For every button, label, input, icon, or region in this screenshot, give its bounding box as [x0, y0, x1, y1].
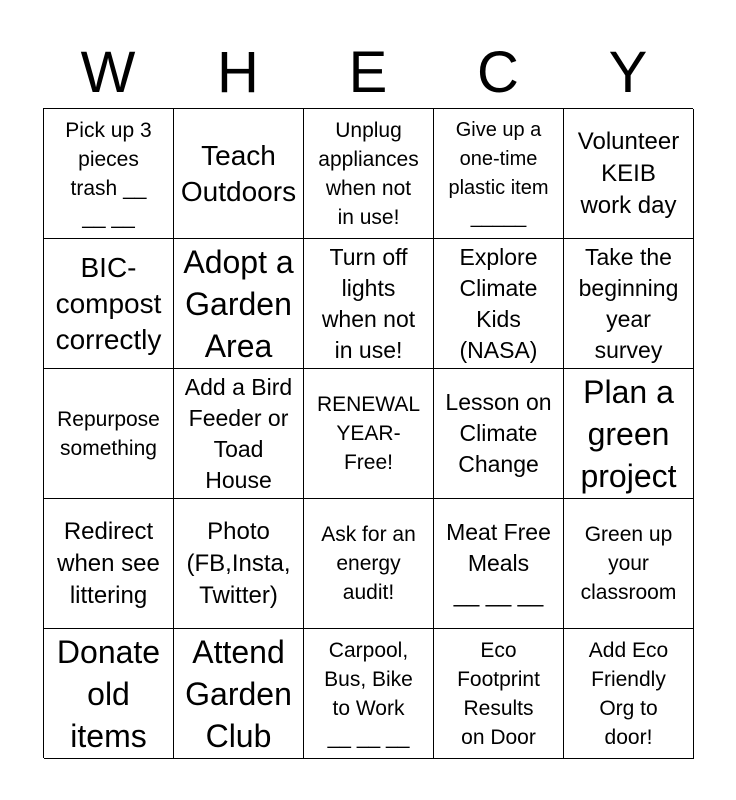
bingo-cell-r2-c1[interactable]	[44, 239, 174, 369]
bingo-cell-r4-c5[interactable]	[564, 499, 694, 629]
bingo-cell-text: Teach Outdoors	[180, 139, 297, 207]
bingo-cell-r3-c3[interactable]	[304, 369, 434, 499]
bingo-cell-text: Eco Footprint Results on Door	[457, 638, 540, 749]
bingo-cell-text: Turn off lights when not in use!	[321, 243, 416, 363]
bingo-cell-text: Volunteer KEIB work day	[577, 127, 680, 219]
bingo-cell-text: Plan a green project	[580, 373, 677, 494]
bingo-cell-r5-c4[interactable]	[434, 629, 564, 759]
bingo-cell-text: Lesson on Climate Change	[445, 389, 552, 477]
bingo-cell-r3-c5[interactable]	[564, 369, 694, 499]
bingo-cell-text: Adopt a Garden Area	[183, 243, 294, 364]
bingo-cell-r1-c1[interactable]	[44, 109, 174, 239]
header-letter-c: C	[477, 40, 519, 105]
bingo-cell-text: Unplug appliances when not in use!	[318, 118, 419, 229]
bingo-cell-r3-c1[interactable]	[44, 369, 174, 499]
bingo-header	[43, 38, 693, 108]
header-letter-y: Y	[608, 40, 648, 105]
bingo-cell-text: Ask for an energy audit!	[321, 523, 416, 604]
bingo-cell-r1-c4[interactable]	[434, 109, 564, 239]
bingo-cell-r3-c4[interactable]	[434, 369, 564, 499]
bingo-cell-r1-c3[interactable]	[304, 109, 434, 239]
bingo-cell-r5-c1[interactable]	[44, 629, 174, 759]
bingo-cell-text: Redirect when see littering	[57, 517, 160, 609]
bingo-cell-r1-c2[interactable]	[174, 109, 304, 239]
bingo-cell-r3-c2[interactable]	[174, 369, 304, 499]
bingo-cell-text: Attend Garden Club	[185, 633, 292, 754]
bingo-cell-text: Carpool, Bus, Bike to Work __ __ __	[324, 638, 413, 749]
bingo-cell-r4-c1[interactable]	[44, 499, 174, 629]
bingo-cell-text: Add a Bird Feeder or Toad House	[184, 373, 293, 493]
bingo-cell-r4-c4[interactable]	[434, 499, 564, 629]
bingo-cell-text: Meat Free Meals __ __ __	[446, 519, 551, 607]
bingo-cell-r1-c5[interactable]	[564, 109, 694, 239]
header-letter-w: W	[80, 40, 136, 105]
bingo-cell-r4-c2[interactable]	[174, 499, 304, 629]
bingo-cell-text: Take the beginning year survey	[578, 243, 679, 363]
bingo-cell-text: BIC- compost correctly	[55, 251, 162, 355]
bingo-cell-r5-c5[interactable]	[564, 629, 694, 759]
bingo-cell-text: Donate old items	[56, 633, 161, 754]
bingo-cell-r2-c3[interactable]	[304, 239, 434, 369]
bingo-cell-text: Photo (FB,Insta, Twitter)	[186, 517, 291, 609]
bingo-cell-r2-c2[interactable]	[174, 239, 304, 369]
bingo-cell-r4-c3[interactable]	[304, 499, 434, 629]
bingo-cell-r5-c2[interactable]	[174, 629, 304, 759]
header-letter-e: E	[348, 40, 388, 105]
header-letter-h: H	[217, 40, 259, 105]
bingo-cell-text: Repurpose something	[57, 407, 160, 460]
bingo-cell-text: Give up a one-time plastic item _____	[448, 118, 549, 228]
bingo-cell-text: Add Eco Friendly Org to door!	[588, 638, 669, 749]
bingo-cell-r2-c5[interactable]	[564, 239, 694, 369]
bingo-cell-r2-c4[interactable]	[434, 239, 564, 369]
bingo-cell-text: Green up your classroom	[580, 523, 677, 604]
bingo-cell-text: Pick up 3 pieces trash __ __ __	[65, 118, 152, 229]
bingo-cell-text: Explore Climate Kids (NASA)	[459, 243, 538, 363]
bingo-cell-r5-c3[interactable]	[304, 629, 434, 759]
bingo-cell-text: RENEWAL YEAR- Free!	[316, 393, 421, 474]
bingo-board	[43, 108, 693, 758]
